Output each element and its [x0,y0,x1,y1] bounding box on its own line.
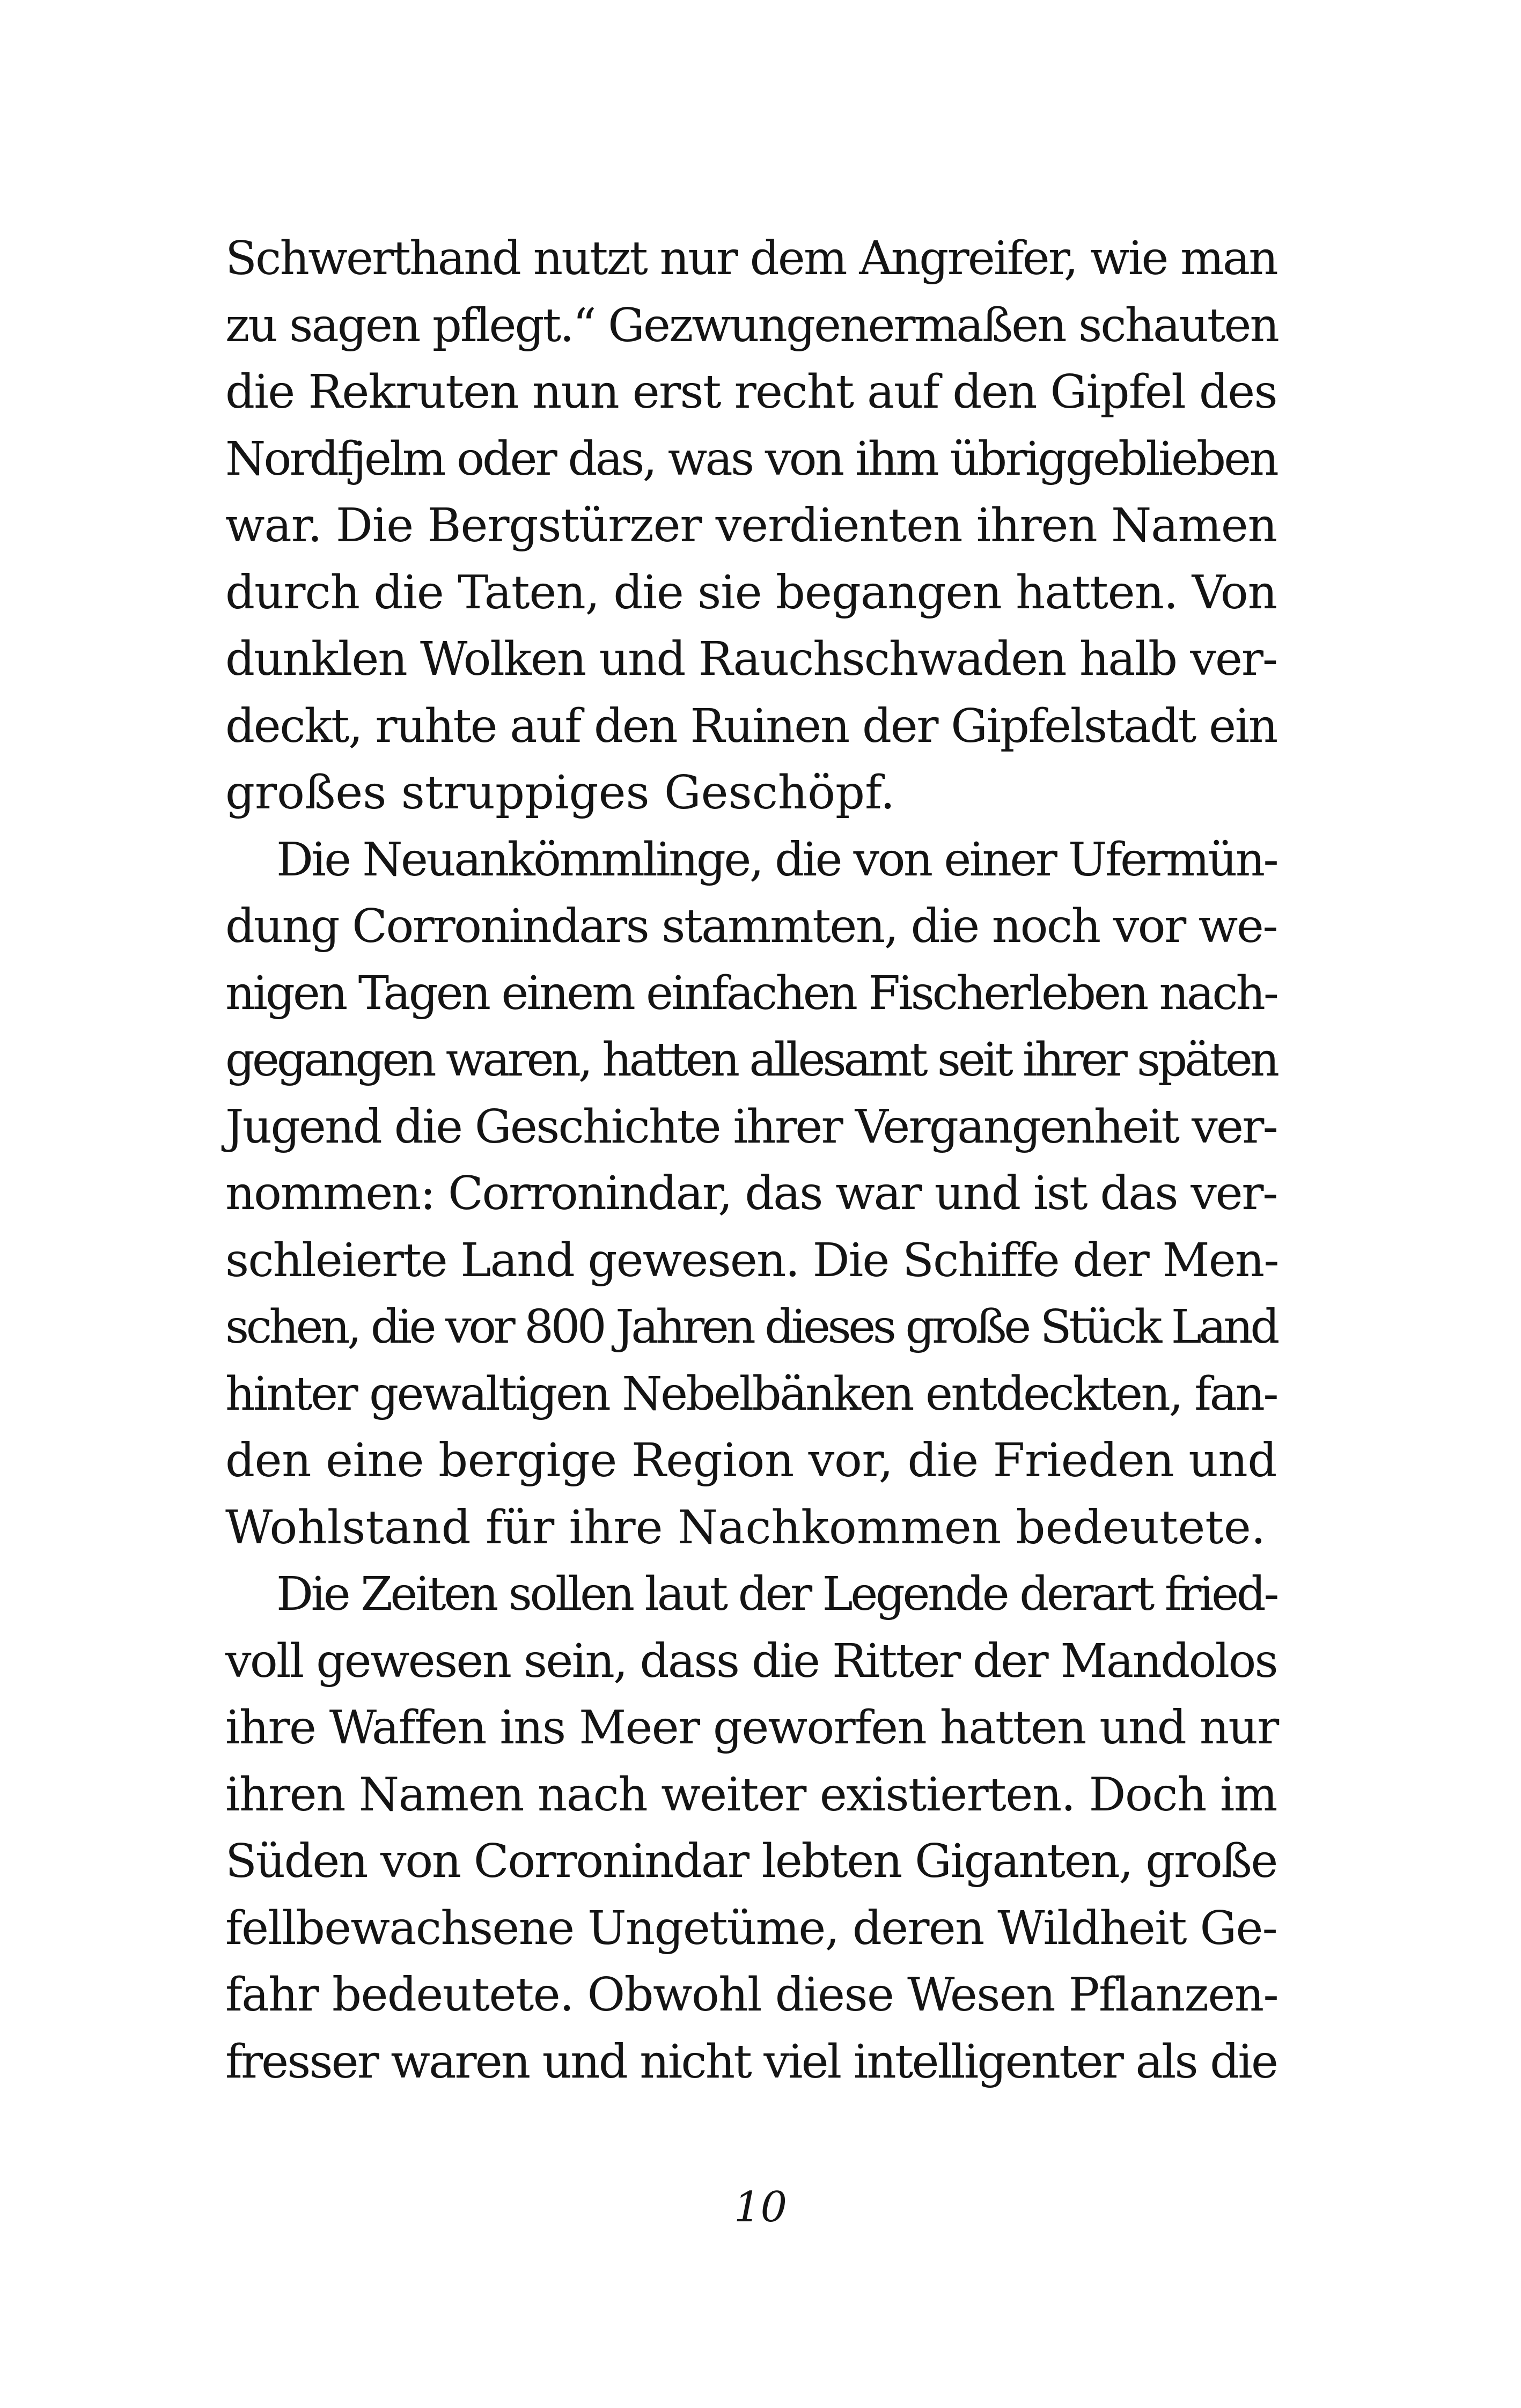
text-line: hinter gewaltigen Nebelbänken entdeckten, fan- [225,1367,1277,1421]
text-line: großes struppiges Geschöpf. [225,766,895,820]
text-line: Schwerthand nutzt nur dem Angreifer, wie man [225,232,1277,285]
page-number: 10 [733,2183,788,2232]
text-line: Jugend die Geschichte ihrer Vergangenheit ver- [225,1100,1277,1154]
text-line: Wohlstand für ihre Nachkommen bedeutete. [225,1500,1266,1555]
text-line: zu sagen pflegt.“ Gezwungenermaßen schauten [225,298,1278,352]
paragraph-1 [225,225,1277,827]
paragraph-2 [225,827,1277,1562]
text-line: fahr bedeutete. Obwohl diese Wesen Pflanzen- [225,1968,1278,2022]
text-line: schleierte Land gewesen. Die Schiffe der Men- [225,1233,1278,1287]
text-line: schen, die vor 800 Jahren dieses große Stück Land [225,1300,1277,1354]
text-line: Die Neuankömmlinge, die von einer Ufermün- [276,833,1277,887]
text-line: nigen Tagen einem einfachen Fischerleben nach- [225,966,1277,1020]
text-line: nommen: Corronindar, das war und ist das ver- [225,1167,1277,1220]
text-line: dunklen Wolken und Rauchschwaden halb ver- [225,632,1277,686]
body-text [225,225,1277,2095]
text-line: dung Corronindars stammten, die noch vor we- [225,900,1277,953]
text-line: ihren Namen nach weiter existierten. Doch im [225,1768,1277,1822]
text-line: deckt, ruhte auf den Ruinen der Gipfelstadt ein [225,699,1277,753]
text-line: ihre Waffen ins Meer geworfen hatten und nur [225,1701,1278,1755]
text-line: Süden von Corronindar lebten Giganten, große [225,1835,1277,1888]
text-line: Die Zeiten sollen laut der Legende derart fried- [276,1567,1277,1621]
text-line: gegangen waren, hatten allesamt seit ihrer späten [225,1033,1277,1087]
text-line: durch die Taten, die sie begangen hatten. Von [225,565,1277,620]
text-line: den eine bergige Region vor, die Frieden und [225,1434,1277,1487]
text-line: die Rekruten nun erst recht auf den Gipfel des [225,365,1277,419]
text-line: Nordfjelm oder das, was von ihm übriggeblieben [225,432,1277,486]
text-line: fellbewachsene Ungetüme, deren Wildheit Ge- [225,1901,1277,1955]
text-line: fresser waren und nicht viel intelligenter als die [225,2035,1277,2089]
text-line: war. Die Bergstürzer verdienten ihren Namen [225,499,1277,553]
text-line: voll gewesen sein, dass die Ritter der Mandolos [225,1634,1277,1688]
paragraph-3 [225,1561,1277,2095]
